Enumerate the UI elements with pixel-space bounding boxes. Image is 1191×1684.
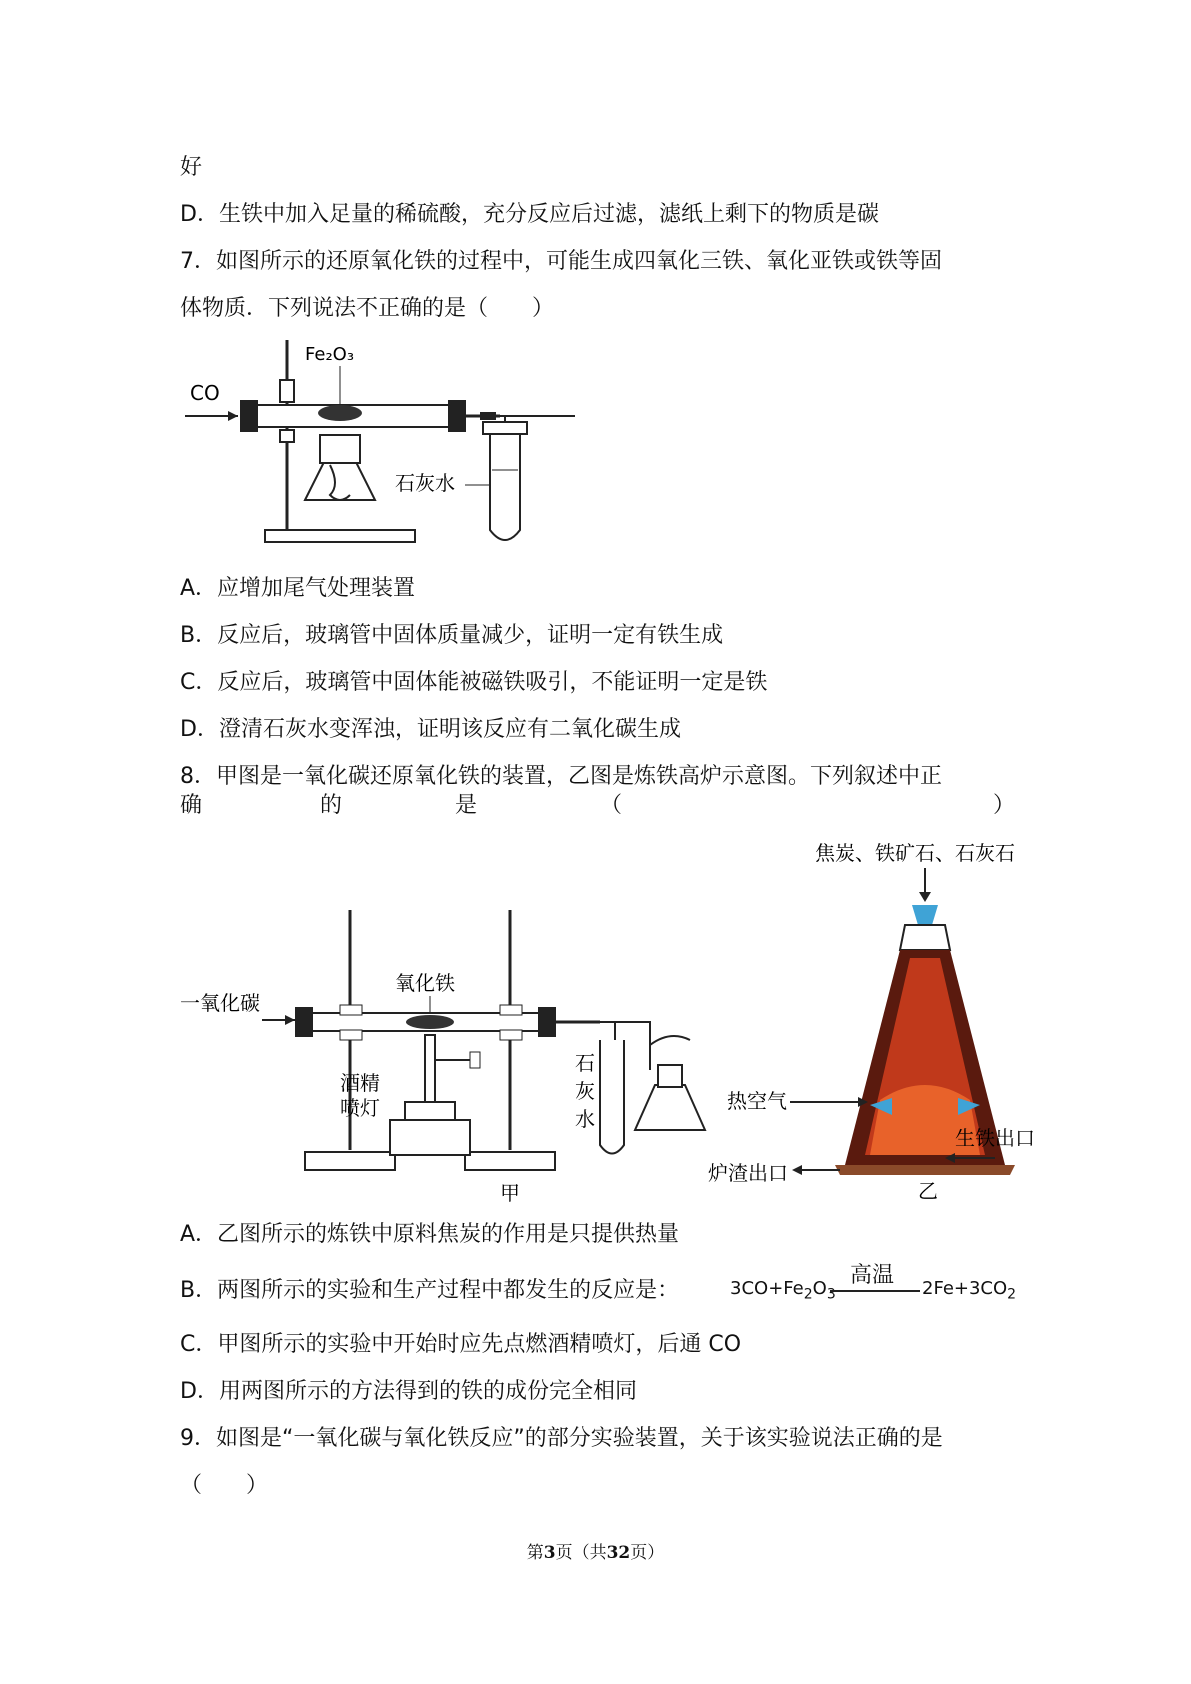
question-7-option-b: B．反应后，玻璃管中固体质量减少，证明一定有铁生成 (180, 623, 724, 648)
pig-iron-outlet-label: 生铁出口 (955, 1126, 1035, 1150)
question-7-option-d: D．澄清石灰水变浑浊，证明该反应有二氧化碳生成 (180, 717, 681, 742)
question-9-stem: 9．如图是“一氧化碳与氧化铁反应”的部分实验装置，关于该实验说法正确的是 (180, 1426, 943, 1451)
stopper-right (448, 400, 466, 432)
text-line: 好 (180, 155, 203, 180)
q8-word: ） (993, 793, 1016, 818)
limewater-2: 灰 (575, 1079, 595, 1103)
question-7-stem: 7．如图所示的还原氧化铁的过程中，可能生成四氧化三铁、氧化亚铁或铁等固 (180, 249, 942, 274)
eq-sub: 2 (1007, 1286, 1017, 1303)
test-tube (600, 1040, 624, 1154)
q8-word: 的 (320, 793, 343, 818)
slag-outlet-label: 炉渣出口 (708, 1161, 788, 1185)
total-pages: 32 (606, 1543, 631, 1563)
eq-o: O (812, 1278, 827, 1299)
eq-left: 3CO+Fe (730, 1278, 804, 1299)
raw-materials-label: 焦炭、铁矿石、石灰石 (815, 841, 1015, 865)
limewater-label: 石灰水 (395, 471, 455, 495)
eq-condition: 高温 (850, 1263, 895, 1288)
limewater-1: 石 (575, 1051, 595, 1075)
q8-word: （ (600, 793, 623, 818)
caption-yi: 乙 (918, 1179, 938, 1203)
limewater-3: 水 (575, 1107, 595, 1131)
question-7-stem-cont: 体物质．下列说法不正确的是（ ） (180, 296, 555, 321)
q8-word: 是 (455, 793, 478, 818)
question-8-option-c: C．甲图所示的实验中开始时应先点燃酒精喷灯，后通 CO (180, 1332, 742, 1357)
eq-right: 2Fe+3CO (922, 1278, 1008, 1299)
footer-pre: 第 (526, 1543, 544, 1563)
footer-mid: 页（共 (555, 1543, 607, 1563)
test-tube (490, 430, 520, 540)
eq-sub: 2 (803, 1286, 813, 1303)
fe2o3-label: Fe₂O₃ (305, 344, 355, 365)
footer-post: 页） (630, 1543, 665, 1563)
lamp-label-1: 酒精 (340, 1071, 380, 1095)
figure-q8-apparatus (180, 840, 1120, 1210)
q8-word: 确 (180, 793, 203, 818)
hopper (912, 905, 938, 925)
figure-q7-apparatus (180, 330, 590, 560)
page-footer (0, 1538, 1191, 1563)
question-8-stem: 8．甲图是一氧化碳还原氧化铁的装置，乙图是炼铁高炉示意图。下列叙述中正 (180, 764, 942, 789)
co-label: CO (190, 381, 220, 405)
eq-sub: 3 (826, 1286, 836, 1303)
eq-arrow-line (830, 1290, 920, 1292)
co-label: 一氧化碳 (180, 991, 260, 1015)
option-d-prev: D．生铁中加入足量的稀硫酸，充分反应后过滤，滤纸上剩下的物质是碳 (180, 202, 879, 227)
question-7-option-c: C．反应后，玻璃管中固体能被磁铁吸引，不能证明一定是铁 (180, 670, 768, 695)
spray-lamp (390, 1120, 470, 1155)
burner-body (305, 460, 375, 500)
question-8-option-a: A．乙图所示的炼铁中原料焦炭的作用是只提供热量 (180, 1222, 680, 1247)
question-9-brackets: （ ） (180, 1473, 269, 1498)
page-number: 3 (543, 1543, 556, 1563)
fe2o3-sample (318, 405, 362, 421)
question-7-option-a: A．应增加尾气处理装置 (180, 576, 416, 601)
reaction-equation (730, 1258, 1020, 1318)
iron-oxide-sample (406, 1015, 454, 1029)
alcohol-lamp (635, 1085, 705, 1130)
caption-jia: 甲 (500, 1181, 520, 1205)
question-8-option-b: B．两图所示的实验和生产过程中都发生的反应是： (180, 1278, 680, 1303)
stopper-left (240, 400, 258, 432)
lamp-label-2: 喷灯 (340, 1096, 380, 1120)
hot-air-label: 热空气 (727, 1089, 787, 1113)
iron-oxide-label: 氧化铁 (395, 971, 455, 995)
stand-base (265, 530, 415, 542)
question-8-option-d: D．用两图所示的方法得到的铁的成份完全相同 (180, 1379, 637, 1404)
